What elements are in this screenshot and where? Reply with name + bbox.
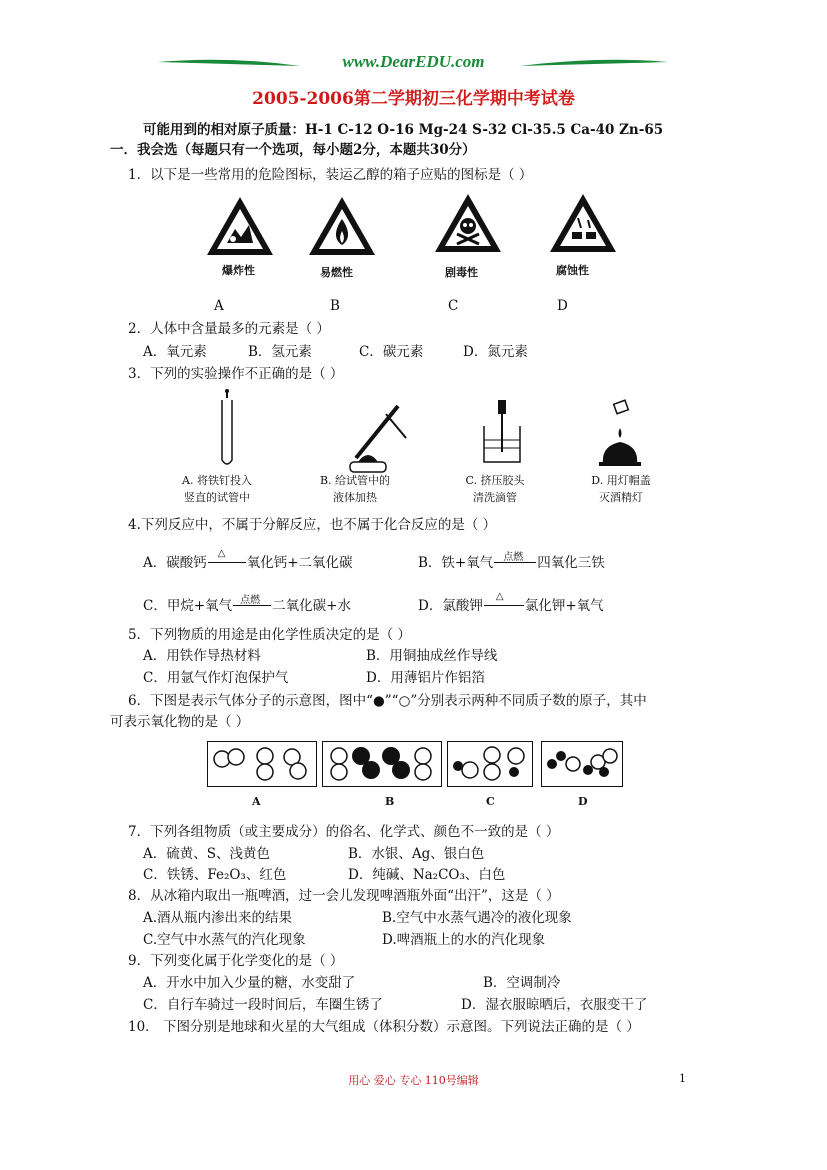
q6-diagram-c: [447, 741, 533, 787]
q1-icon-label: 剧毒性: [445, 266, 478, 279]
q6-diagram-d: [541, 741, 623, 787]
section-1-heading: 一．我会选（每题只有一个选项，每小题2分，本题共30分）: [110, 142, 476, 158]
q5-option[interactable]: A．用铁作导热材料: [143, 648, 261, 664]
alcohol-lamp-image: [595, 398, 645, 473]
q3-caption-c: C. 挤压胶头 清洗滴管: [465, 474, 525, 504]
q9-option[interactable]: C．自行车骑过一段时间后，车圈生锈了: [143, 997, 383, 1013]
corrosive-hazard-icon: [548, 192, 618, 257]
q2-stem: 2．人体中含量最多的元素是（ ）: [128, 321, 330, 337]
flammable-hazard-icon: [307, 195, 377, 260]
q6-option-letter[interactable]: A: [252, 795, 261, 808]
site-header[interactable]: www.DearEDU.com: [342, 52, 485, 71]
q6-option-letter[interactable]: B: [385, 795, 395, 808]
q6-stem-line1: 6．下图是表示气体分子的示意图，图中“●”“○”分别表示两种不同质子数的原子，其中: [128, 693, 647, 709]
q6-option-letter[interactable]: D: [578, 795, 588, 808]
q1-stem: 1．以下是一些常用的危险图标，装运乙醇的箱子应贴的图标是（ ）: [128, 167, 533, 183]
q9-option[interactable]: A．开水中加入少量的糖，水变甜了: [143, 975, 356, 991]
q9-option[interactable]: D．湿衣服晾晒后，衣服变干了: [461, 997, 648, 1013]
q2-option[interactable]: A．氧元素: [143, 344, 207, 360]
q4-option-c[interactable]: C．甲烷+氧气 点燃 二氧化碳+水: [143, 595, 351, 614]
q7-stem: 7．下列各组物质（或主要成分）的俗名、化学式、颜色不一致的是（ ）: [128, 824, 560, 840]
q2-option[interactable]: B．氢元素: [248, 344, 312, 360]
q4-stem: 4.下列反应中，不属于分解反应，也不属于化合反应的是（ ）: [128, 517, 497, 533]
q1-icon-label: 易燃性: [320, 266, 353, 279]
q7-option[interactable]: D．纯碱、Na₂CO₃、白色: [348, 867, 506, 883]
q1-option-letter[interactable]: C: [448, 298, 459, 314]
q4-option-d[interactable]: D．氯酸钾 △ 氯化钾+氧气: [418, 591, 604, 614]
q6-diagram-b: [322, 741, 442, 787]
toxic-hazard-icon: [433, 192, 503, 257]
q3-caption-d: D. 用灯帽盖 灭酒精灯: [591, 474, 651, 504]
q5-option[interactable]: C．用氩气作灯泡保护气: [143, 670, 289, 686]
q2-option[interactable]: D．氮元素: [463, 344, 528, 360]
q4-option-a[interactable]: A．碳酸钙 △ 氧化钙+二氧化碳: [143, 548, 353, 571]
q5-option[interactable]: B．用铜抽成丝作导线: [366, 648, 498, 664]
q8-option[interactable]: D.啤酒瓶上的水的汽化现象: [382, 932, 546, 948]
q3-caption-b: B. 给试管中的 液体加热: [319, 474, 391, 504]
q6-diagram-a: [207, 741, 317, 787]
q5-option[interactable]: D．用薄铝片作铝箔: [366, 670, 485, 686]
atomic-masses: 可能用到的相对原子质量：H-1 C-12 O-16 Mg-24 S-32 Cl-35.5 Ca-40 Zn-65: [143, 122, 664, 138]
q1-option-letter[interactable]: D: [557, 298, 568, 314]
q1-option-letter[interactable]: A: [214, 298, 224, 314]
q8-stem: 8．从冰箱内取出一瓶啤酒，过一会儿发现啤酒瓶外面“出汗”，这是（ ）: [128, 888, 560, 904]
q1-icon-label: 爆炸性: [222, 264, 255, 277]
q8-option[interactable]: B.空气中水蒸气遇冷的液化现象: [382, 910, 572, 926]
q4-option-b[interactable]: B．铁+氧气 点燃 四氧化三铁: [418, 552, 605, 571]
q3-stem: 3．下列的实验操作不正确的是（ ）: [128, 366, 344, 382]
q1-option-letter[interactable]: B: [330, 298, 340, 314]
page-number: 1: [679, 1072, 686, 1085]
q9-option[interactable]: B．空调制冷: [483, 975, 561, 991]
q8-option[interactable]: C.空气中水蒸气的汽化现象: [143, 932, 306, 948]
q1-icon-label: 腐蚀性: [556, 264, 589, 277]
test-tube-nail-image: [212, 388, 242, 468]
page-footer: 用心 爱心 专心 110号编辑: [348, 1074, 479, 1087]
q7-option[interactable]: C．铁锈、Fe₂O₃、红色: [143, 867, 287, 883]
q10-stem: 10． 下图分别是地球和火星的大气组成（体积分数）示意图。下列说法正确的是（ ）: [128, 1019, 640, 1035]
q7-option[interactable]: A．硫黄、S、浅黄色: [143, 846, 270, 862]
dropper-beaker-image: [478, 400, 528, 470]
q6-stem-line2: 可表示氧化物的是（ ）: [110, 714, 250, 730]
q3-caption-a: A. 将铁钉投入 竖直的试管中: [182, 474, 252, 504]
q9-stem: 9．下列变化属于化学变化的是（ ）: [128, 953, 344, 969]
q2-option[interactable]: C．碳元素: [359, 344, 424, 360]
heating-test-tube-image: [338, 400, 418, 480]
q7-option[interactable]: B．水银、Ag、银白色: [348, 846, 485, 862]
exam-title: 2005-2006第二学期初三化学期中考试卷: [252, 89, 575, 109]
q6-option-letter[interactable]: C: [486, 795, 495, 808]
q5-stem: 5．下列物质的用途是由化学性质决定的是（ ）: [128, 627, 411, 643]
explosive-hazard-icon: [205, 195, 275, 260]
q8-option[interactable]: A.酒从瓶内渗出来的结果: [143, 910, 293, 926]
